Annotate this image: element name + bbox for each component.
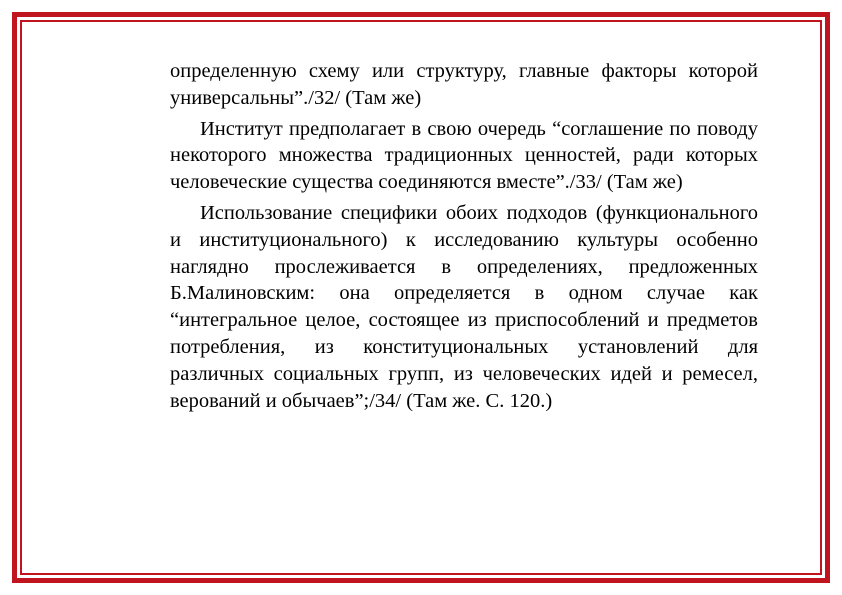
slide-text-body [170, 58, 758, 418]
paragraph-malinowski: Использование специфики обоих подходов (функционального и институционального) к исследованию культуры особенно наглядно прослеживается в определениях, предложенных Б.Малиновским: она определяется в одном случае как “интегральное целое, состоящее из приспособлений и предметов потребления, из конституциональных установлений для различных социальных групп, из человеческих идей и ремесел, верований и обычаев”;/34/ (Там же. С. 120.) [170, 201, 758, 412]
paragraph-continuation: определенную схему или структуру, главные факторы которой универсальны”./32/ (Там же) [170, 60, 758, 109]
paragraph-institute: Институт предполагает в свою очередь “соглашение по поводу некоторого множества традиционных ценностей, ради которых человеческие существа соединяются вместе”./33/ (Там же) [170, 117, 758, 194]
